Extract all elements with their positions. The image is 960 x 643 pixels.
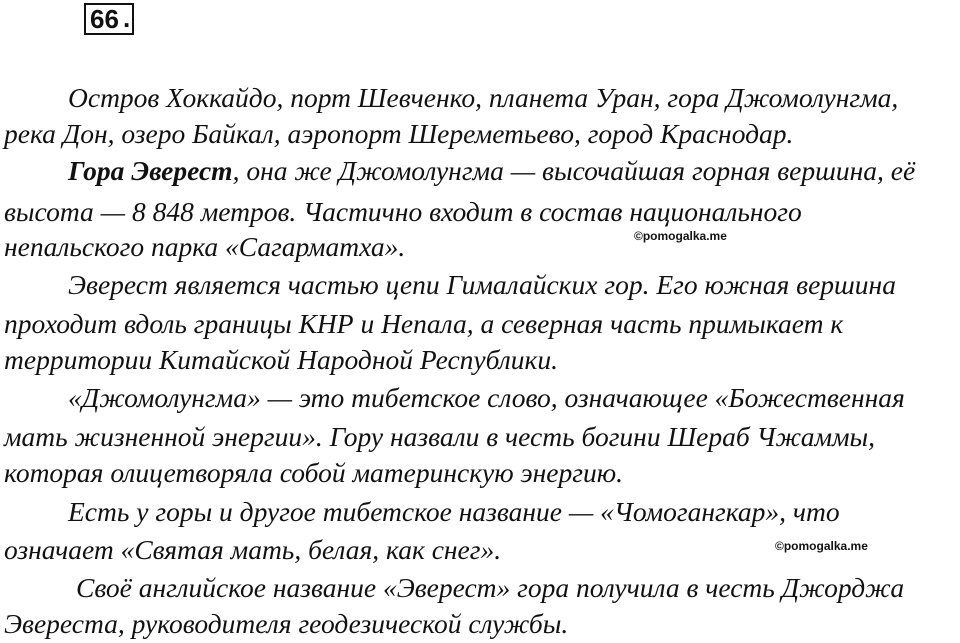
text-line-15: Эвереста, руководителя геодезической службы. (4, 608, 569, 639)
text-line-14: Своё английское название «Эверест» гора получила в честь Джорджа (76, 572, 905, 603)
text-line-4: высота — 8 848 метров. Частично входит в состав национального (4, 196, 802, 227)
watermark-2: ©pomogalka.me (775, 539, 868, 553)
text-line-13: означает «Святая мать, белая, как снег». (4, 534, 502, 565)
text-line-2: река Дон, озеро Байкал, аэропорт Шереметьево, город Краснодар. (4, 118, 794, 149)
text-line-5: непальского парка «Сагарматха». (4, 231, 406, 262)
watermark-1: ©pomogalka.me (634, 229, 727, 243)
text-line-12: Есть у горы и другое тибетское название — «Чомогангкар», что (68, 496, 840, 527)
exercise-number-dot: . (123, 3, 131, 33)
text-line-11: которая олицетворяла собой материнскую энергию. (4, 457, 623, 488)
text-line-9: «Джомолунгма» — это тибетское слово, означающее «Божественная (68, 382, 905, 413)
text-line-1: Остров Хоккайдо, порт Шевченко, планета Уран, гора Джомолунгма, (68, 82, 899, 113)
text-line-7: проходит вдоль границы КНР и Непала, а северная часть примыкает к (4, 308, 844, 339)
text-line-3 (68, 153, 915, 189)
text-line-8: территории Китайской Народной Республики. (4, 344, 559, 375)
text-line-10: мать жизненной энергии». Гору назвали в честь богини Шераб Чжаммы, (4, 421, 876, 452)
text-line-6: Эверест является частью цепи Гималайских гор. Его южная вершина (68, 269, 896, 300)
exercise-number: 66 (90, 4, 119, 34)
bold-term: Гора Эверест (68, 155, 233, 186)
text-line-3-rest: , она же Джомолунгма — высочайшая горная вершина, её (232, 155, 916, 186)
